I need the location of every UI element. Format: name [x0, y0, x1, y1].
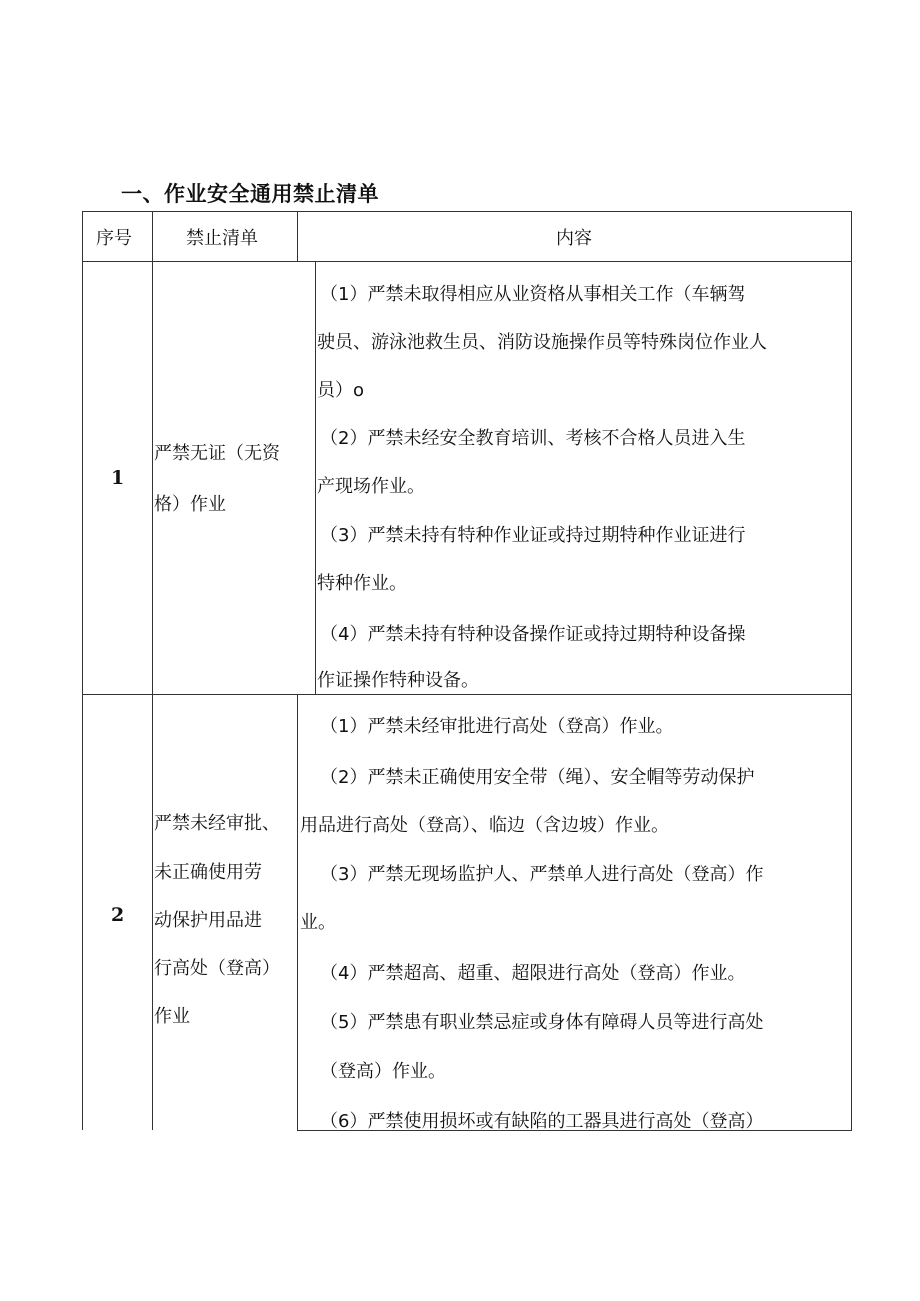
row-2-content — [298, 695, 851, 1130]
row-1-content-line: 产现场作业。 — [317, 476, 425, 497]
row-2-content-line: 业。 — [300, 912, 336, 933]
row-2-content-line: （5）严禁患有职业禁忌症或身体有障碍人员等进行高处 — [320, 1012, 764, 1033]
section-title: 一、作业安全通用禁止清单 — [121, 182, 379, 206]
row-2-item-line: 严禁未经审批、 — [154, 813, 280, 834]
header-seq: 序号 — [96, 228, 132, 249]
row-1-item-line: 严禁无证（无资 — [154, 443, 280, 464]
col-divider-2-row1 — [315, 261, 316, 695]
header-divider — [82, 261, 852, 262]
table-border-right — [851, 211, 852, 1131]
row-2-content-line: （1）严禁未经审批进行高处（登高）作业。 — [320, 716, 674, 737]
table-border-bottom-content — [297, 1130, 852, 1131]
row-2-number: 2 — [111, 904, 125, 926]
row-1-content-line: 特种作业。 — [317, 573, 407, 594]
row-1-content-line: 员）o — [317, 380, 365, 401]
row-1-content-line: （4）严禁未持有特种设备操作证或持过期特种设备操 — [320, 624, 746, 645]
row-2-content-line: （2）严禁未正确使用安全带（绳）、安全帽等劳动保护 — [320, 767, 755, 788]
row-1-number: 1 — [111, 467, 125, 489]
row-1-content-line: （2）严禁未经安全教育培训、考核不合格人员进入生 — [320, 428, 746, 449]
table-border-left — [82, 211, 83, 1130]
header-prohibition: 禁止清单 — [186, 228, 258, 249]
row-2-item-line: 行高处（登高） — [154, 958, 280, 979]
row-2-item-line: 动保护用品进 — [154, 910, 262, 931]
row-2-content-line: （登高）作业。 — [320, 1061, 446, 1082]
col-divider-2-header — [297, 211, 298, 262]
row-2-content-line: （3）严禁无现场监护人、严禁单人进行高处（登高）作 — [320, 864, 764, 885]
row-1-content-line: 作证操作特种设备。 — [317, 670, 479, 691]
row-2-item-line: 未正确使用劳 — [154, 862, 262, 883]
row-1-item-line: 格）作业 — [154, 494, 226, 515]
row-2-content-line: （6）严禁使用损坏或有缺陷的工器具进行高处（登高） — [320, 1111, 764, 1130]
header-content: 内容 — [556, 228, 592, 249]
table-border-top — [82, 211, 852, 212]
row-1-content-line: （1）严禁未取得相应从业资格从事相关工作（车辆驾 — [320, 284, 746, 305]
row-2-item-line: 作业 — [154, 1006, 190, 1027]
col-divider-1 — [152, 211, 153, 1130]
row-2-content-line: （4）严禁超高、超重、超限进行高处（登高）作业。 — [320, 963, 746, 984]
row-2-content-line: 用品进行高处（登高）、临边（含边坡）作业。 — [300, 815, 669, 836]
row-1-content-line: （3）严禁未持有特种作业证或持过期特种作业证进行 — [320, 525, 746, 546]
row-1-content-line: 驶员、游泳池救生员、消防设施操作员等特殊岗位作业人 — [317, 332, 767, 353]
